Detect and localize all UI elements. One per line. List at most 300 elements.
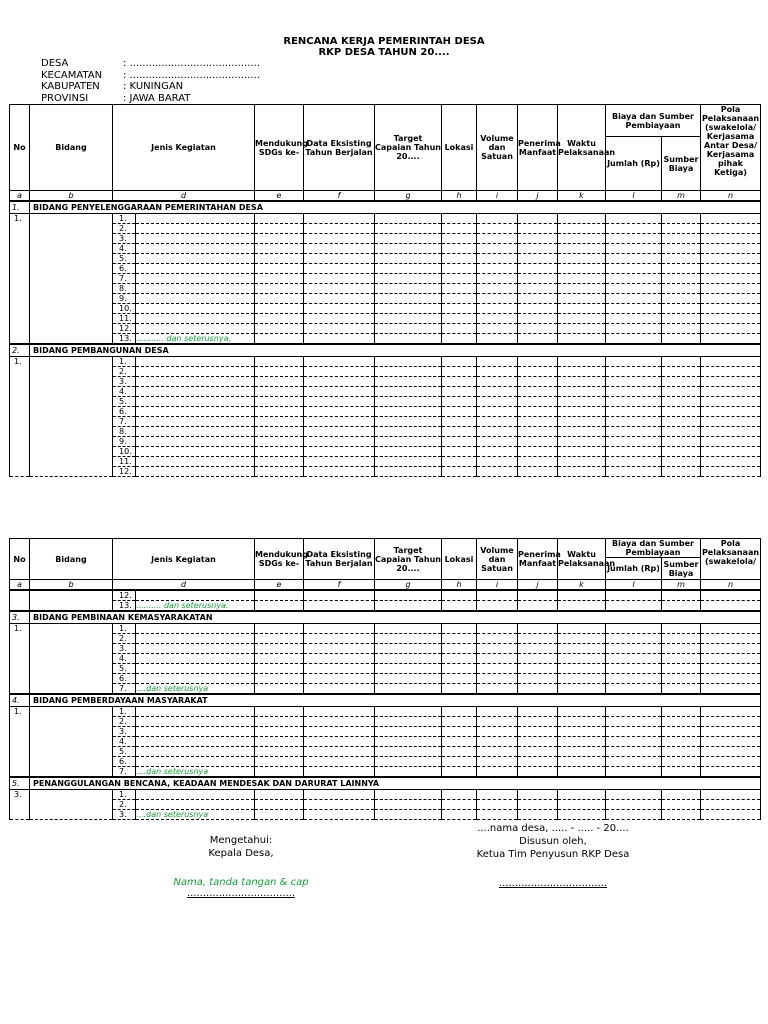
data-cell[interactable] bbox=[304, 467, 375, 477]
data-cell[interactable] bbox=[255, 294, 304, 304]
data-cell[interactable] bbox=[442, 634, 477, 644]
data-cell[interactable] bbox=[255, 234, 304, 244]
data-cell[interactable] bbox=[518, 314, 558, 324]
data-cell[interactable] bbox=[304, 304, 375, 314]
data-cell[interactable] bbox=[255, 707, 304, 717]
data-cell[interactable] bbox=[255, 427, 304, 437]
data-cell[interactable] bbox=[477, 624, 518, 634]
data-cell[interactable] bbox=[662, 377, 701, 387]
data-cell[interactable] bbox=[662, 601, 701, 612]
data-cell[interactable] bbox=[606, 427, 662, 437]
data-cell[interactable] bbox=[518, 674, 558, 684]
data-cell[interactable] bbox=[375, 324, 442, 334]
data-cell[interactable] bbox=[662, 747, 701, 757]
data-cell[interactable] bbox=[255, 644, 304, 654]
data-cell[interactable] bbox=[701, 717, 761, 727]
data-cell[interactable] bbox=[442, 590, 477, 601]
data-cell[interactable] bbox=[255, 324, 304, 334]
data-cell[interactable] bbox=[662, 397, 701, 407]
data-cell[interactable] bbox=[375, 684, 442, 695]
data-cell[interactable] bbox=[558, 284, 606, 294]
data-cell[interactable] bbox=[606, 274, 662, 284]
data-cell[interactable] bbox=[477, 324, 518, 334]
data-cell[interactable] bbox=[477, 334, 518, 345]
data-cell[interactable] bbox=[518, 274, 558, 284]
data-cell[interactable] bbox=[304, 357, 375, 367]
data-cell[interactable] bbox=[442, 367, 477, 377]
data-cell[interactable] bbox=[477, 397, 518, 407]
data-cell[interactable] bbox=[558, 397, 606, 407]
activity-name-cell[interactable] bbox=[136, 284, 255, 294]
data-cell[interactable] bbox=[477, 427, 518, 437]
data-cell[interactable] bbox=[701, 624, 761, 634]
data-cell[interactable] bbox=[304, 234, 375, 244]
data-cell[interactable] bbox=[518, 644, 558, 654]
data-cell[interactable] bbox=[255, 407, 304, 417]
data-cell[interactable] bbox=[477, 467, 518, 477]
activity-name-cell[interactable] bbox=[136, 654, 255, 664]
data-cell[interactable] bbox=[304, 717, 375, 727]
data-cell[interactable] bbox=[304, 397, 375, 407]
data-cell[interactable] bbox=[662, 264, 701, 274]
bidang-cell[interactable] bbox=[30, 590, 113, 611]
data-cell[interactable] bbox=[375, 644, 442, 654]
data-cell[interactable] bbox=[375, 634, 442, 644]
data-cell[interactable] bbox=[558, 224, 606, 234]
activity-name-cell[interactable] bbox=[136, 407, 255, 417]
data-cell[interactable] bbox=[477, 407, 518, 417]
data-cell[interactable] bbox=[442, 417, 477, 427]
data-cell[interactable] bbox=[477, 684, 518, 695]
activity-name-cell[interactable] bbox=[136, 367, 255, 377]
data-cell[interactable] bbox=[477, 654, 518, 664]
data-cell[interactable] bbox=[442, 224, 477, 234]
data-cell[interactable] bbox=[442, 294, 477, 304]
data-cell[interactable] bbox=[606, 254, 662, 264]
data-cell[interactable] bbox=[701, 737, 761, 747]
data-cell[interactable] bbox=[255, 214, 304, 224]
data-cell[interactable] bbox=[477, 644, 518, 654]
data-cell[interactable] bbox=[558, 590, 606, 601]
data-cell[interactable] bbox=[375, 810, 442, 820]
data-cell[interactable] bbox=[701, 324, 761, 334]
data-cell[interactable] bbox=[304, 334, 375, 345]
data-cell[interactable] bbox=[255, 437, 304, 447]
data-cell[interactable] bbox=[558, 800, 606, 810]
data-cell[interactable] bbox=[442, 407, 477, 417]
data-cell[interactable] bbox=[304, 707, 375, 717]
data-cell[interactable] bbox=[255, 367, 304, 377]
data-cell[interactable] bbox=[375, 601, 442, 612]
data-cell[interactable] bbox=[606, 590, 662, 601]
data-cell[interactable] bbox=[477, 417, 518, 427]
data-cell[interactable] bbox=[558, 417, 606, 427]
activity-name-cell[interactable] bbox=[136, 707, 255, 717]
data-cell[interactable] bbox=[442, 767, 477, 778]
data-cell[interactable] bbox=[304, 447, 375, 457]
data-cell[interactable] bbox=[606, 324, 662, 334]
data-cell[interactable] bbox=[442, 214, 477, 224]
data-cell[interactable] bbox=[375, 377, 442, 387]
activity-name-cell[interactable] bbox=[136, 387, 255, 397]
data-cell[interactable] bbox=[558, 324, 606, 334]
data-cell[interactable] bbox=[255, 757, 304, 767]
data-cell[interactable] bbox=[375, 367, 442, 377]
data-cell[interactable] bbox=[701, 644, 761, 654]
data-cell[interactable] bbox=[304, 284, 375, 294]
data-cell[interactable] bbox=[662, 254, 701, 264]
data-cell[interactable] bbox=[477, 387, 518, 397]
activity-name-cell[interactable] bbox=[136, 717, 255, 727]
data-cell[interactable] bbox=[304, 264, 375, 274]
data-cell[interactable] bbox=[477, 810, 518, 820]
data-cell[interactable] bbox=[442, 357, 477, 367]
data-cell[interactable] bbox=[606, 624, 662, 634]
data-cell[interactable] bbox=[477, 357, 518, 367]
activity-name-cell[interactable] bbox=[136, 377, 255, 387]
data-cell[interactable] bbox=[255, 654, 304, 664]
data-cell[interactable] bbox=[304, 644, 375, 654]
data-cell[interactable] bbox=[518, 377, 558, 387]
data-cell[interactable] bbox=[662, 224, 701, 234]
data-cell[interactable] bbox=[606, 447, 662, 457]
data-cell[interactable] bbox=[255, 634, 304, 644]
data-cell[interactable] bbox=[477, 234, 518, 244]
data-cell[interactable] bbox=[662, 624, 701, 634]
data-cell[interactable] bbox=[662, 334, 701, 345]
data-cell[interactable] bbox=[518, 397, 558, 407]
data-cell[interactable] bbox=[442, 467, 477, 477]
data-cell[interactable] bbox=[477, 590, 518, 601]
data-cell[interactable] bbox=[518, 417, 558, 427]
data-cell[interactable] bbox=[255, 790, 304, 800]
data-cell[interactable] bbox=[662, 417, 701, 427]
data-cell[interactable] bbox=[606, 214, 662, 224]
data-cell[interactable] bbox=[558, 334, 606, 345]
data-cell[interactable] bbox=[442, 234, 477, 244]
data-cell[interactable] bbox=[518, 367, 558, 377]
data-cell[interactable] bbox=[304, 654, 375, 664]
activity-name-cell[interactable] bbox=[136, 214, 255, 224]
data-cell[interactable] bbox=[701, 790, 761, 800]
data-cell[interactable] bbox=[477, 214, 518, 224]
data-cell[interactable] bbox=[375, 767, 442, 778]
data-cell[interactable] bbox=[662, 437, 701, 447]
data-cell[interactable] bbox=[662, 810, 701, 820]
data-cell[interactable] bbox=[442, 457, 477, 467]
data-cell[interactable] bbox=[558, 367, 606, 377]
data-cell[interactable] bbox=[442, 387, 477, 397]
data-cell[interactable] bbox=[304, 757, 375, 767]
data-cell[interactable] bbox=[662, 664, 701, 674]
data-cell[interactable] bbox=[518, 324, 558, 334]
data-cell[interactable] bbox=[662, 314, 701, 324]
data-cell[interactable] bbox=[701, 437, 761, 447]
data-cell[interactable] bbox=[304, 624, 375, 634]
data-cell[interactable] bbox=[558, 644, 606, 654]
data-cell[interactable] bbox=[477, 747, 518, 757]
data-cell[interactable] bbox=[701, 234, 761, 244]
data-cell[interactable] bbox=[518, 387, 558, 397]
data-cell[interactable] bbox=[255, 590, 304, 601]
data-cell[interactable] bbox=[375, 590, 442, 601]
data-cell[interactable] bbox=[477, 737, 518, 747]
data-cell[interactable] bbox=[606, 457, 662, 467]
data-cell[interactable] bbox=[662, 707, 701, 717]
data-cell[interactable] bbox=[606, 224, 662, 234]
data-cell[interactable] bbox=[518, 457, 558, 467]
data-cell[interactable] bbox=[606, 757, 662, 767]
data-cell[interactable] bbox=[518, 254, 558, 264]
data-cell[interactable] bbox=[518, 757, 558, 767]
data-cell[interactable] bbox=[558, 314, 606, 324]
data-cell[interactable] bbox=[606, 357, 662, 367]
data-cell[interactable] bbox=[255, 244, 304, 254]
data-cell[interactable] bbox=[662, 357, 701, 367]
activity-name-cell[interactable] bbox=[136, 457, 255, 467]
data-cell[interactable] bbox=[662, 790, 701, 800]
data-cell[interactable] bbox=[518, 407, 558, 417]
data-cell[interactable] bbox=[375, 387, 442, 397]
activity-name-cell[interactable] bbox=[136, 427, 255, 437]
data-cell[interactable] bbox=[518, 264, 558, 274]
data-cell[interactable] bbox=[558, 684, 606, 695]
data-cell[interactable] bbox=[255, 664, 304, 674]
data-cell[interactable] bbox=[701, 447, 761, 457]
data-cell[interactable] bbox=[518, 601, 558, 612]
activity-name-cell[interactable] bbox=[136, 747, 255, 757]
data-cell[interactable] bbox=[606, 367, 662, 377]
data-cell[interactable] bbox=[558, 244, 606, 254]
data-cell[interactable] bbox=[558, 747, 606, 757]
data-cell[interactable] bbox=[255, 747, 304, 757]
data-cell[interactable] bbox=[662, 467, 701, 477]
data-cell[interactable] bbox=[255, 284, 304, 294]
data-cell[interactable] bbox=[558, 304, 606, 314]
data-cell[interactable] bbox=[304, 294, 375, 304]
data-cell[interactable] bbox=[662, 244, 701, 254]
data-cell[interactable] bbox=[255, 674, 304, 684]
activity-name-cell[interactable] bbox=[136, 244, 255, 254]
data-cell[interactable] bbox=[477, 601, 518, 612]
data-cell[interactable] bbox=[701, 244, 761, 254]
data-cell[interactable] bbox=[477, 767, 518, 778]
data-cell[interactable] bbox=[518, 717, 558, 727]
data-cell[interactable] bbox=[701, 810, 761, 820]
data-cell[interactable] bbox=[375, 407, 442, 417]
data-cell[interactable] bbox=[518, 634, 558, 644]
data-cell[interactable] bbox=[518, 684, 558, 695]
data-cell[interactable] bbox=[442, 757, 477, 767]
data-cell[interactable] bbox=[304, 377, 375, 387]
data-cell[interactable] bbox=[375, 447, 442, 457]
data-cell[interactable] bbox=[375, 214, 442, 224]
data-cell[interactable] bbox=[606, 387, 662, 397]
data-cell[interactable] bbox=[304, 601, 375, 612]
data-cell[interactable] bbox=[701, 274, 761, 284]
data-cell[interactable] bbox=[701, 674, 761, 684]
activity-name-cell[interactable] bbox=[136, 234, 255, 244]
data-cell[interactable] bbox=[606, 437, 662, 447]
activity-name-cell[interactable] bbox=[136, 294, 255, 304]
data-cell[interactable] bbox=[255, 377, 304, 387]
data-cell[interactable] bbox=[518, 800, 558, 810]
bidang-cell[interactable] bbox=[30, 357, 113, 477]
data-cell[interactable] bbox=[606, 284, 662, 294]
data-cell[interactable] bbox=[558, 294, 606, 304]
activity-name-cell[interactable] bbox=[136, 664, 255, 674]
data-cell[interactable] bbox=[375, 654, 442, 664]
data-cell[interactable] bbox=[442, 264, 477, 274]
data-cell[interactable] bbox=[375, 304, 442, 314]
data-cell[interactable] bbox=[606, 467, 662, 477]
activity-name-cell[interactable] bbox=[136, 757, 255, 767]
data-cell[interactable] bbox=[606, 264, 662, 274]
activity-name-cell[interactable] bbox=[136, 397, 255, 407]
data-cell[interactable] bbox=[255, 457, 304, 467]
data-cell[interactable] bbox=[558, 767, 606, 778]
data-cell[interactable] bbox=[518, 427, 558, 437]
data-cell[interactable] bbox=[375, 674, 442, 684]
data-cell[interactable] bbox=[477, 284, 518, 294]
data-cell[interactable] bbox=[701, 707, 761, 717]
data-cell[interactable] bbox=[518, 284, 558, 294]
data-cell[interactable] bbox=[701, 417, 761, 427]
data-cell[interactable] bbox=[662, 407, 701, 417]
data-cell[interactable] bbox=[304, 634, 375, 644]
activity-name-cell[interactable] bbox=[136, 800, 255, 810]
activity-name-cell[interactable] bbox=[136, 634, 255, 644]
data-cell[interactable] bbox=[304, 314, 375, 324]
data-cell[interactable] bbox=[662, 800, 701, 810]
data-cell[interactable] bbox=[375, 800, 442, 810]
data-cell[interactable] bbox=[442, 314, 477, 324]
data-cell[interactable] bbox=[558, 664, 606, 674]
data-cell[interactable] bbox=[442, 624, 477, 634]
data-cell[interactable] bbox=[558, 457, 606, 467]
data-cell[interactable] bbox=[518, 810, 558, 820]
data-cell[interactable] bbox=[558, 737, 606, 747]
data-cell[interactable] bbox=[701, 684, 761, 695]
data-cell[interactable] bbox=[662, 447, 701, 457]
data-cell[interactable] bbox=[477, 244, 518, 254]
data-cell[interactable] bbox=[518, 234, 558, 244]
data-cell[interactable] bbox=[606, 634, 662, 644]
data-cell[interactable] bbox=[375, 437, 442, 447]
data-cell[interactable] bbox=[442, 274, 477, 284]
data-cell[interactable] bbox=[558, 387, 606, 397]
data-cell[interactable] bbox=[477, 447, 518, 457]
data-cell[interactable] bbox=[558, 214, 606, 224]
activity-name-cell[interactable] bbox=[136, 790, 255, 800]
data-cell[interactable] bbox=[518, 294, 558, 304]
data-cell[interactable] bbox=[255, 601, 304, 612]
data-cell[interactable] bbox=[662, 274, 701, 284]
data-cell[interactable] bbox=[255, 810, 304, 820]
activity-name-cell[interactable] bbox=[136, 644, 255, 654]
data-cell[interactable] bbox=[304, 437, 375, 447]
data-cell[interactable] bbox=[255, 334, 304, 345]
data-cell[interactable] bbox=[558, 254, 606, 264]
data-cell[interactable] bbox=[477, 254, 518, 264]
data-cell[interactable] bbox=[662, 214, 701, 224]
data-cell[interactable] bbox=[255, 254, 304, 264]
data-cell[interactable] bbox=[304, 324, 375, 334]
data-cell[interactable] bbox=[606, 377, 662, 387]
data-cell[interactable] bbox=[606, 601, 662, 612]
data-cell[interactable] bbox=[442, 397, 477, 407]
data-cell[interactable] bbox=[558, 810, 606, 820]
data-cell[interactable] bbox=[701, 407, 761, 417]
data-cell[interactable] bbox=[477, 674, 518, 684]
data-cell[interactable] bbox=[606, 727, 662, 737]
data-cell[interactable] bbox=[701, 427, 761, 437]
data-cell[interactable] bbox=[662, 304, 701, 314]
data-cell[interactable] bbox=[606, 767, 662, 778]
data-cell[interactable] bbox=[518, 224, 558, 234]
data-cell[interactable] bbox=[701, 314, 761, 324]
data-cell[interactable] bbox=[662, 717, 701, 727]
data-cell[interactable] bbox=[606, 304, 662, 314]
data-cell[interactable] bbox=[662, 684, 701, 695]
data-cell[interactable] bbox=[375, 467, 442, 477]
data-cell[interactable] bbox=[375, 244, 442, 254]
data-cell[interactable] bbox=[701, 397, 761, 407]
data-cell[interactable] bbox=[701, 601, 761, 612]
data-cell[interactable] bbox=[662, 427, 701, 437]
data-cell[interactable] bbox=[518, 654, 558, 664]
data-cell[interactable] bbox=[255, 737, 304, 747]
data-cell[interactable] bbox=[375, 417, 442, 427]
data-cell[interactable] bbox=[304, 417, 375, 427]
data-cell[interactable] bbox=[701, 377, 761, 387]
data-cell[interactable] bbox=[701, 294, 761, 304]
data-cell[interactable] bbox=[606, 234, 662, 244]
data-cell[interactable] bbox=[701, 654, 761, 664]
data-cell[interactable] bbox=[442, 674, 477, 684]
data-cell[interactable] bbox=[304, 664, 375, 674]
data-cell[interactable] bbox=[255, 274, 304, 284]
data-cell[interactable] bbox=[558, 707, 606, 717]
data-cell[interactable] bbox=[442, 800, 477, 810]
data-cell[interactable] bbox=[558, 601, 606, 612]
data-cell[interactable] bbox=[375, 284, 442, 294]
data-cell[interactable] bbox=[558, 717, 606, 727]
data-cell[interactable] bbox=[375, 357, 442, 367]
data-cell[interactable] bbox=[662, 324, 701, 334]
data-cell[interactable] bbox=[518, 624, 558, 634]
data-cell[interactable] bbox=[701, 634, 761, 644]
data-cell[interactable] bbox=[477, 377, 518, 387]
data-cell[interactable] bbox=[255, 684, 304, 695]
data-cell[interactable] bbox=[442, 377, 477, 387]
data-cell[interactable] bbox=[477, 304, 518, 314]
data-cell[interactable] bbox=[606, 654, 662, 664]
data-cell[interactable] bbox=[375, 457, 442, 467]
data-cell[interactable] bbox=[606, 314, 662, 324]
data-cell[interactable] bbox=[442, 427, 477, 437]
data-cell[interactable] bbox=[662, 737, 701, 747]
data-cell[interactable] bbox=[477, 800, 518, 810]
data-cell[interactable] bbox=[558, 727, 606, 737]
data-cell[interactable] bbox=[304, 767, 375, 778]
activity-name-cell[interactable] bbox=[136, 737, 255, 747]
data-cell[interactable] bbox=[606, 294, 662, 304]
data-cell[interactable] bbox=[701, 747, 761, 757]
bidang-cell[interactable] bbox=[30, 790, 113, 820]
data-cell[interactable] bbox=[701, 467, 761, 477]
data-cell[interactable] bbox=[701, 367, 761, 377]
